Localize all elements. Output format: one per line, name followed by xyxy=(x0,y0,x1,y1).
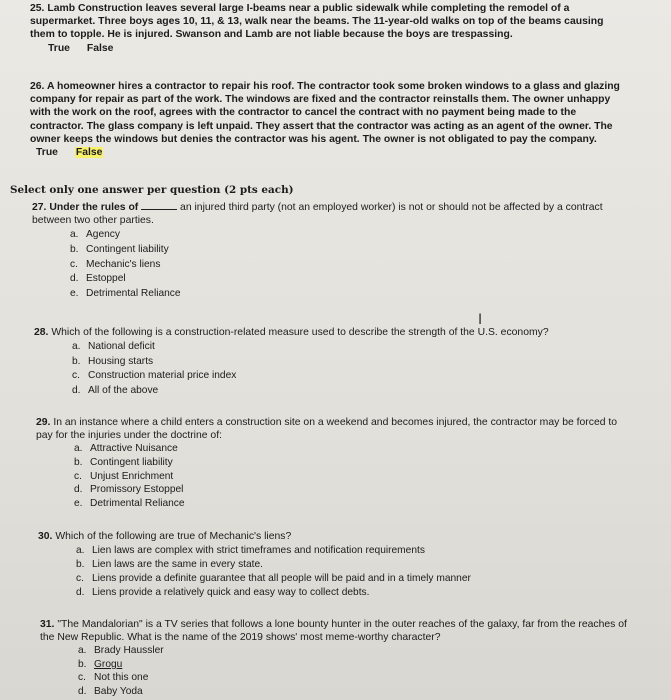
question-number: 31. xyxy=(40,619,55,630)
option-e[interactable]: e. Detrimental Reliance xyxy=(74,497,185,509)
question-28 xyxy=(34,326,624,399)
question-number: 29. xyxy=(36,417,51,428)
option-d[interactable]: d. All of the above xyxy=(72,384,159,396)
option-b[interactable]: b. Grogu xyxy=(78,658,123,670)
answer-options xyxy=(74,442,626,510)
question-25 xyxy=(30,2,626,55)
false-option[interactable]: False xyxy=(86,42,114,54)
true-option[interactable]: True xyxy=(36,147,58,159)
option-d[interactable]: d. Baby Yoda xyxy=(78,685,143,697)
option-c[interactable]: c. Liens provide a definite guarantee that all people will be paid and in a timely manner xyxy=(76,573,471,585)
option-a[interactable]: a. Attractive Nuisance xyxy=(74,443,178,455)
option-a[interactable]: a. Brady Haussler xyxy=(78,645,164,657)
fill-in-blank[interactable] xyxy=(141,200,177,210)
question-29 xyxy=(36,416,626,510)
question-text: Lamb Construction leaves several large I-beams near a public sidewalk while completing the remodel of a supermarket. Three boys ages 10, 11, & 13, walk near the beams. The 11-year-old walks on top of the beams causing them to topple. He is injured. Swanson and Lamb are not liable because the boys are trespassing. xyxy=(30,3,604,41)
option-c[interactable]: c. Construction material price index xyxy=(72,370,237,382)
option-a[interactable]: a. Agency xyxy=(70,229,120,241)
question-text: A homeowner hires a contractor to repair his roof. The contractor took some broken windows to a glass and glazing company for repair as part of the work. The windows are fixed and the contractor reinstalls them. The owner unhappy with the work on the roof, agrees with the contractor to cancel the contract with no payment being made to the contractor. The glass company is left unpaid. They assert that the contractor was acting as an agent of the owner. The owner keeps the windows but denies the contractor was his agent. The owner is not obligated to pay the company. xyxy=(30,81,620,145)
option-a[interactable]: a. National deficit xyxy=(72,341,155,353)
question-number: 28. xyxy=(34,327,49,338)
true-false-choices xyxy=(48,42,626,55)
question-26 xyxy=(30,80,622,159)
question-text: In an instance where a child enters a construction site on a weekend and becomes injured, the contractor may be forced to pay for the injuries under the doctrine of: xyxy=(36,417,618,442)
answer-options xyxy=(70,228,622,301)
option-d[interactable]: d. Liens provide a relatively quick and easy way to collect debts. xyxy=(76,587,370,599)
option-b[interactable]: b. Housing starts xyxy=(72,355,154,367)
option-c[interactable]: c. Not this one xyxy=(78,672,149,684)
section-instructions: Select only one answer per question (2 pts each) xyxy=(10,184,294,196)
question-31 xyxy=(40,618,630,698)
answer-options xyxy=(72,340,624,398)
false-option-highlighted[interactable]: False xyxy=(75,147,103,159)
question-text: Which of the following are true of Mechanic's liens? xyxy=(55,531,292,542)
option-b[interactable]: b. Contingent liability xyxy=(70,244,169,255)
true-false-choices xyxy=(36,147,117,158)
answer-options xyxy=(76,544,628,600)
text-cursor-icon: I xyxy=(478,312,483,328)
question-number: 25. xyxy=(30,3,45,14)
question-text: "The Mandalorian" is a TV series that follows a lone bounty hunter in the outer reaches of the galaxy, far from the reaches of the New Republic. What is the name of the 2019 shows' most meme-worthy character? xyxy=(40,619,627,644)
question-number: 26. xyxy=(30,81,45,92)
answer-options xyxy=(78,644,630,698)
question-27 xyxy=(32,200,622,301)
question-text: Which of the following is a construction-related measure used to describe the strength of the U.S. economy? xyxy=(51,327,549,338)
true-option[interactable]: True xyxy=(48,42,70,54)
option-c[interactable]: c. Unjust Enrichment xyxy=(74,470,174,482)
option-e[interactable]: e. Detrimental Reliance xyxy=(70,287,181,299)
option-b[interactable]: b. Lien laws are the same in every state. xyxy=(76,559,264,571)
question-number: 30. xyxy=(38,531,53,542)
question-number: 27. xyxy=(32,202,47,213)
option-d[interactable]: d. Promissory Estoppel xyxy=(74,484,184,496)
option-d[interactable]: d. Estoppel xyxy=(70,273,126,285)
option-a[interactable]: a. Lien laws are complex with strict timeframes and notification requirements xyxy=(76,545,425,557)
option-b[interactable]: b. Contingent liability xyxy=(74,457,173,468)
question-30 xyxy=(38,530,628,600)
option-c[interactable]: c. Mechanic's liens xyxy=(70,258,161,270)
question-text-end: an injured third party (not an employed worker) is not or should not be affected by a contract between two other parties. xyxy=(32,202,603,227)
question-text-start: Under the rules of xyxy=(49,202,139,213)
